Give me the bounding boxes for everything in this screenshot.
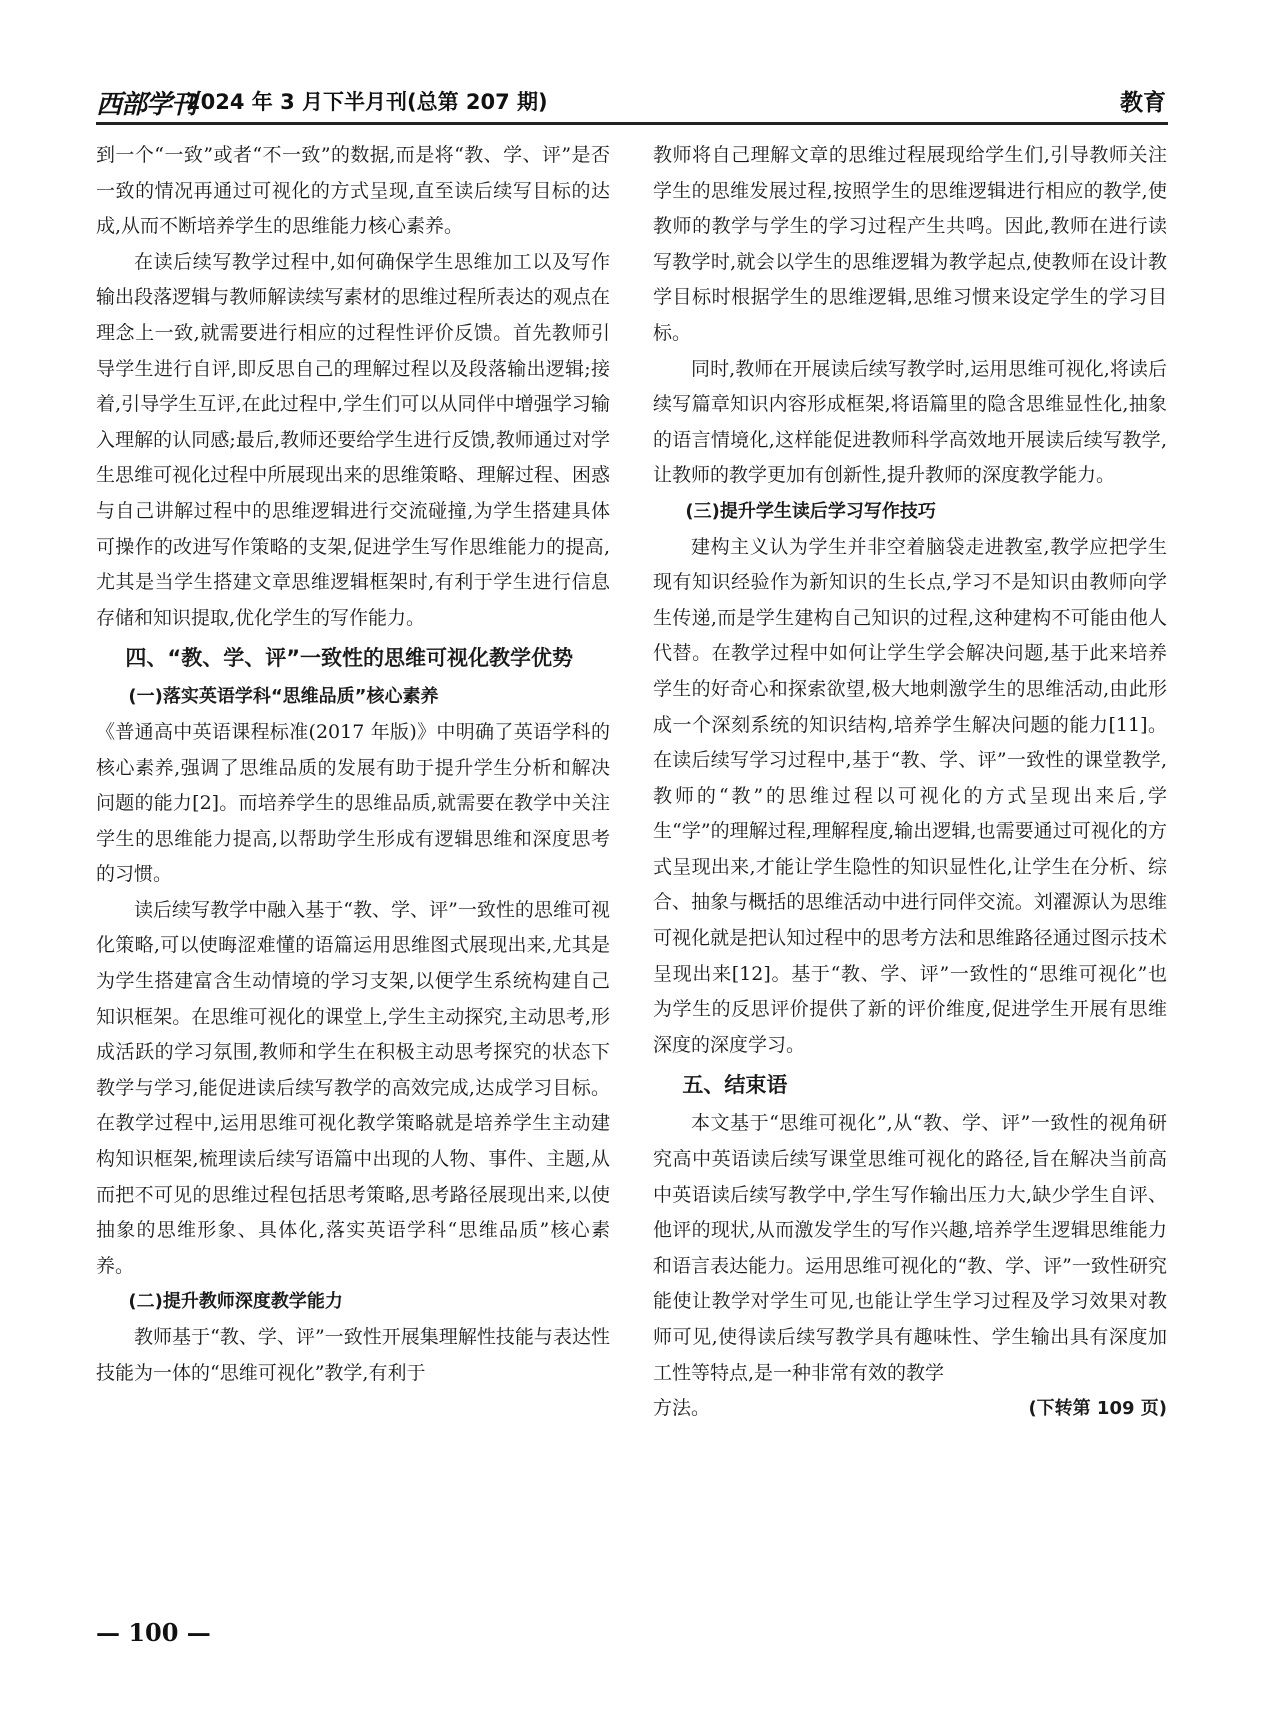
section-heading: 四、“教、学、评”一致性的思维可视化教学优势	[125, 646, 573, 671]
journal-logo: 西部学刊	[96, 90, 197, 120]
running-header	[96, 82, 1168, 125]
paragraph: 在读后续写教学过程中,如何确保学生思维加工以及写作输出段落逻辑与教师解读续写素材的思维过程所表达的观点在理念上一致,就需要进行相应的过程性评价反馈。首先教师引导学生进行自评,即反思自己的理解过程以及段落输出逻辑;接着,引导学生互评,在此过程中,学生们可以从同伴中增强学习输入理解的认同感;最后,教师还要给学生进行反馈,教师通过对学生思维可视化过程中所展现出来的思维策略、理解过程、困惑与自己讲解过程中的思维逻辑进行交流碰撞,为学生搭建具体可操作的改进写作策略的支架,促进学生写作思维能力的提高,尤其是当学生搭建文章思维逻辑框架时,有利于学生进行信息存储和知识提取,优化学生的写作能力。	[96, 250, 610, 629]
paragraph: 教师基于“教、学、评”一致性开展集理解性技能与表达性技能为一体的“思维可视化”教学,有利于	[96, 1326, 610, 1384]
section-heading: 五、结束语	[682, 1073, 788, 1098]
paragraph: 教师将自己理解文章的思维过程展现给学生们,引导教师关注学生的思维发展过程,按照学生的思维逻辑进行相应的教学,使教师的教学与学生的学习过程产生共鸣。因此,教师在进行读写教学时,就会以学生的思维逻辑为教学起点,使教师在设计教学目标时根据学生的思维逻辑,思维习惯来设定学生的学习目标。	[653, 144, 1167, 344]
page-number: — 100 —	[96, 1618, 211, 1647]
issue-info: 2024 年 3 月下半月刊(总第 207 期)	[186, 90, 548, 114]
continued-note: (下转第 109 页)	[1028, 1398, 1167, 1420]
paragraph-tail	[653, 1391, 1167, 1427]
paragraph: 读后续写教学中融入基于“教、学、评”一致性的思维可视化策略,可以使晦涩难懂的语篇运用思维图式展现出来,尤其是为学生搭建富含生动情境的学习支架,以便学生系统构建自己知识框架。在思维可视化的课堂上,学生主动探究,主动思考,形成活跃的学习氛围,教师和学生在积极主动思考探究的状态下教学与学习,能促进读后续写教学的高效完成,达成学习目标。在教学过程中,运用思维可视化教学策略就是培养学生主动建构知识框架,梳理读后续写语篇中出现的人物、事件、主题,从而把不可见的思维过程包括思考策略,思考路径展现出来,以使抽象的思维形象、具体化,落实英语学科“思维品质”核心素养。	[96, 898, 610, 1277]
left-column	[96, 138, 610, 1391]
paragraph: 本文基于“思维可视化”,从“教、学、评”一致性的视角研究高中英语读后续写课堂思维可视化的路径,旨在解决当前高中英语读后续写教学中,学生写作输出压力大,缺少学生自评、他评的现状,从而激发学生的写作兴趣,培养学生逻辑思维能力和语言表达能力。运用思维可视化的“教、学、评”一致性研究能使让教学对学生可见,也能让学生学习过程及学习效果对教师可见,使得读后续写教学具有趣味性、学生输出具有深度加工性等特点,是一种非常有效的教学	[653, 1112, 1167, 1384]
subsection-heading: (二)提升教师深度教学能力	[128, 1291, 343, 1313]
paragraph: 到一个“一致”或者“不一致”的数据,而是将“教、学、评”是否一致的情况再通过可视化的方式呈现,直至读后续写目标的达成,从而不断培养学生的思维能力核心素养。	[96, 144, 610, 238]
paragraph: 同时,教师在开展读后续写教学时,运用思维可视化,将读后续写篇章知识内容形成框架,将语篇里的隐含思维显性化,抽象的语言情境化,这样能促进教师科学高效地开展读后续写教学,让教师的教学更加有创新性,提升教师的深度教学能力。	[653, 357, 1167, 487]
subsection-heading: (三)提升学生读后学习写作技巧	[685, 500, 936, 522]
right-column	[653, 138, 1167, 1427]
subsection-heading: (一)落实英语学科“思维品质”核心素养	[128, 686, 439, 708]
paragraph: 建构主义认为学生并非空着脑袋走进教室,教学应把学生现有知识经验作为新知识的生长点,学习不是知识由教师向学生传递,而是学生建构自己知识的过程,这种建构不可能由他人代替。在教学过程中如何让学生学会解决问题,基于此来培养学生的好奇心和探索欲望,极大地刺激学生的思维活动,由此形成一个深刻系统的知识结构,培养学生解决问题的能力[11]。在读后续写学习过程中,基于“教、学、评”一致性的课堂教学,教师的“教”的思维过程以可视化的方式呈现出来后,学生“学”的理解过程,理解程度,输出逻辑,也需要通过可视化的方式呈现出来,才能让学生隐性的知识显性化,让学生在分析、综合、抽象与概括的思维活动中进行同伴交流。刘濯源认为思维可视化就是把认知过程中的思考方法和思维路径通过图示技术呈现出来[12]。基于“教、学、评”一致性的“思维可视化”也为学生的反思评价提供了新的评价维度,促进学生开展有思维深度的深度学习。	[653, 535, 1167, 1056]
paragraph: 《普通高中英语课程标准(2017 年版)》中明确了英语学科的核心素养,强调了思维品质的发展有助于提升学生分析和解决问题的能力[2]。而培养学生的思维品质,就需要在教学中关注学生的思维能力提高,以帮助学生形成有逻辑思维和深度思考的习惯。	[96, 720, 610, 886]
paragraph-end: 方法。	[653, 1397, 711, 1420]
section-tag: 教育	[1120, 90, 1166, 116]
